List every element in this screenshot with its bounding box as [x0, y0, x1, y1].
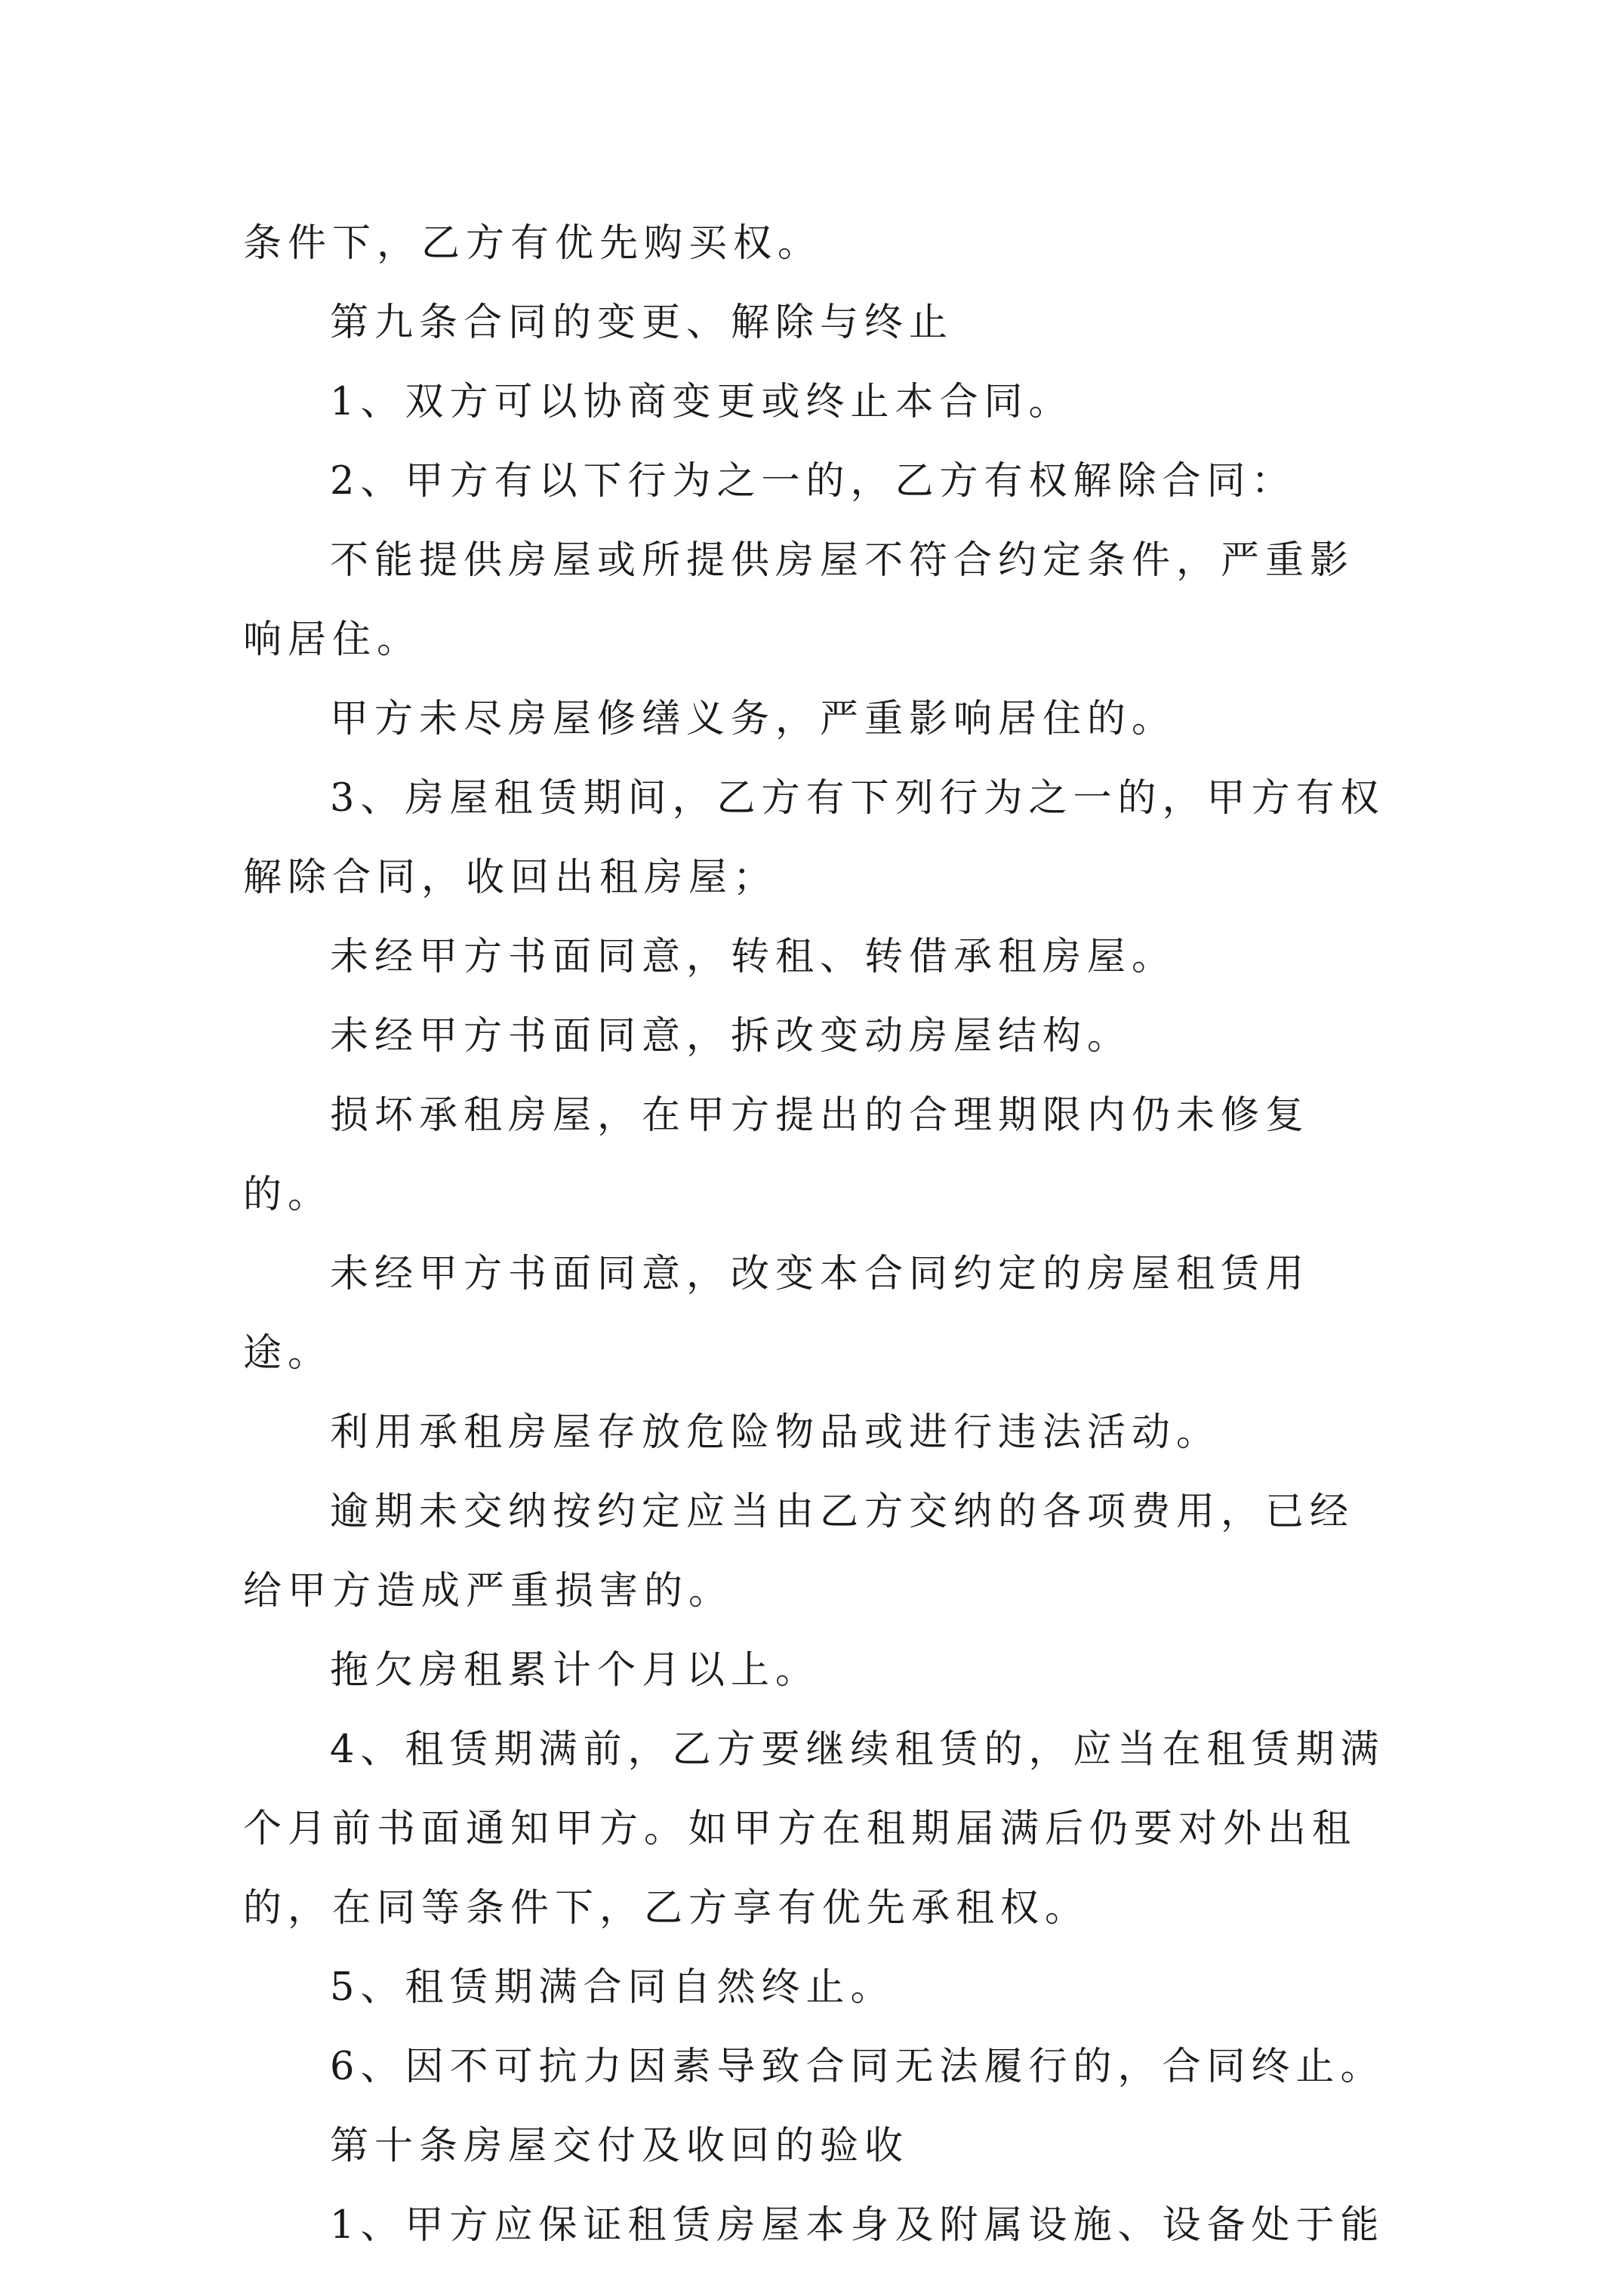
paragraph-10: 损坏承租房屋，在甲方提出的合理期限内仍未修复的。: [243, 1093, 1310, 1217]
paragraph-9: 未经甲方书面同意，拆改变动房屋结构。: [330, 1014, 1132, 1059]
paragraph-18: 第十条房屋交付及收回的验收: [330, 2124, 910, 2168]
paragraph-8: 未经甲方书面同意，转租、转借承租房屋。: [330, 935, 1177, 979]
paragraph-7: 3、房屋租赁期间，乙方有下列行为之一的，甲方有权解除合同，收回出租房屋；: [243, 776, 1385, 900]
contract-text: [243, 204, 1390, 2265]
paragraph-14: 拖欠房租累计个月以上。: [330, 1648, 821, 1693]
paragraph-5: 不能提供房屋或所提供房屋不符合约定条件，严重影响居住。: [243, 538, 1355, 662]
paragraph-4: 2、甲方有以下行为之一的，乙方有权解除合同：: [330, 459, 1296, 504]
paragraph-3: 1、双方可以协商变更或终止本合同。: [330, 380, 1073, 424]
paragraph-16: 5、租赁期满合同自然终止。: [330, 1965, 895, 2010]
paragraph-13: 逾期未交纳按约定应当由乙方交纳的各项费用，已经给甲方造成严重损害的。: [243, 1490, 1355, 1613]
paragraph-2: 第九条合同的变更、解除与终止: [330, 300, 954, 345]
paragraph-6: 甲方未尽房屋修缮义务，严重影响居住的。: [330, 697, 1177, 741]
paragraph-19: 1、甲方应保证租赁房屋本身及附属设施、设备处于能: [330, 2203, 1385, 2248]
paragraph-15: 4、租赁期满前，乙方要继续租赁的，应当在租赁期满个月前书面通知甲方。如甲方在租期届满后仍要对外出租的，在同等条件下，乙方享有优先承租权。: [243, 1727, 1385, 1931]
paragraph-17: 6、因不可抗力因素导致合同无法履行的，合同终止。: [330, 2045, 1385, 2089]
paragraph-11: 未经甲方书面同意，改变本合同约定的房屋租赁用途。: [243, 1252, 1310, 1376]
paragraph-12: 利用承租房屋存放危险物品或进行违法活动。: [330, 1410, 1221, 1455]
paragraph-1: 条件下，乙方有优先购买权。: [243, 221, 823, 266]
